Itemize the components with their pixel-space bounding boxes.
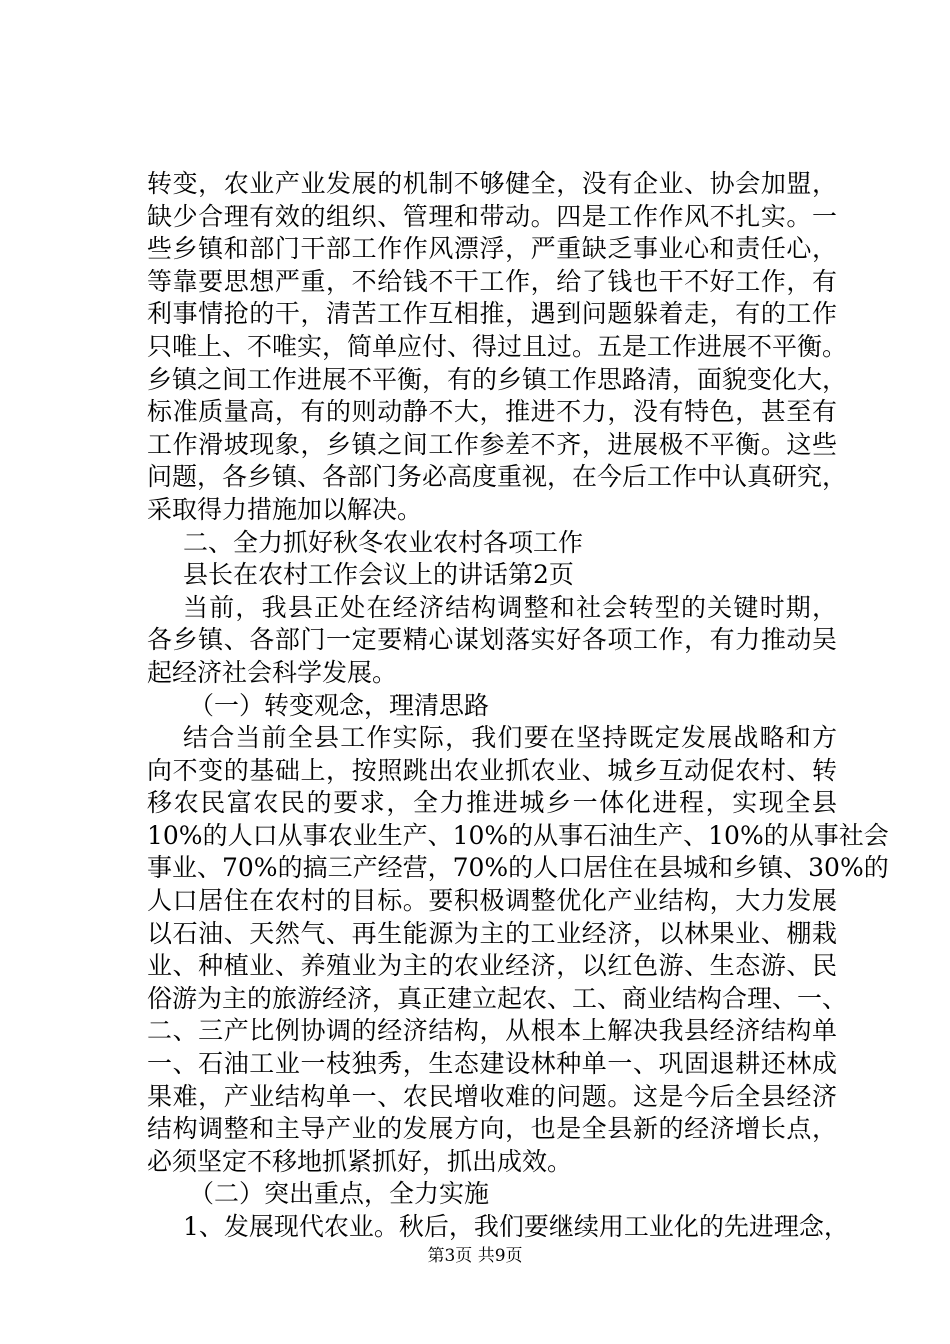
page-title-line: 县长在农村工作会议上的讲话第2页 <box>183 560 574 590</box>
text-line: 利事情抢的干，清苦工作互相推，遇到问题躲着走，有的工作 <box>147 299 837 329</box>
text-line: 各乡镇、各部门一定要精心谋划落实好各项工作，有力推动吴 <box>147 625 837 655</box>
text-line: 只唯上、不唯实，简单应付、得过且过。五是工作进展不平衡。 <box>147 331 848 361</box>
document-body <box>147 168 889 1244</box>
text-line: 当前，我县正处在经济结构调整和社会转型的关键时期， <box>183 592 837 622</box>
text-line: 向不变的基础上，按照跳出农业抓农业、城乡互动促农村、转 <box>147 755 837 785</box>
text-line: 起经济社会科学发展。 <box>147 657 398 687</box>
text-line: 乡镇之间工作进展不平衡，有的乡镇工作思路清，面貌变化大， <box>147 364 848 394</box>
text-line: 10%的人口从事农业生产、10%的从事石油生产、10%的从事社会 <box>147 820 889 850</box>
text-line: 人口居住在农村的目标。要积极调整优化产业结构，大力发展 <box>147 886 837 916</box>
text-line: 缺少合理有效的组织、管理和带动。四是工作作风不扎实。一 <box>147 201 837 231</box>
text-line: 结合当前全县工作实际，我们要在坚持既定发展战略和方 <box>183 723 837 753</box>
subsection-heading: （二）突出重点，全力实施 <box>189 1179 490 1209</box>
section-heading: 二、全力抓好秋冬农业农村各项工作 <box>183 527 584 557</box>
text-line: 事业、70%的搞三产经营，70%的人口居住在县城和乡镇、30%的 <box>147 853 889 883</box>
page-number: 第3页 共9页 <box>427 1246 523 1266</box>
text-line: 工作滑坡现象，乡镇之间工作参差不齐，进展极不平衡。这些 <box>147 429 837 459</box>
text-line: 结构调整和主导产业的发展方向，也是全县新的经济增长点， <box>147 1114 837 1144</box>
text-line: 二、三产比例协调的经济结构，从根本上解决我县经济结构单 <box>147 1016 837 1046</box>
text-line: 1、发展现代农业。秋后，我们要继续用工业化的先进理念， <box>183 1212 849 1241</box>
text-line: 业、种植业、养殖业为主的农业经济，以红色游、生态游、民 <box>147 951 837 981</box>
text-line: 一、石油工业一枝独秀，生态建设林种单一、巩固退耕还林成 <box>147 1049 837 1079</box>
text-line: 问题，各乡镇、各部门务必高度重视，在今后工作中认真研究， <box>147 462 848 492</box>
text-line: 移农民富农民的要求，全力推进城乡一体化进程，实现全县 <box>147 788 837 818</box>
text-line: 些乡镇和部门干部工作作风漂浮，严重缺乏事业心和责任心， <box>147 234 837 264</box>
text-line: 必须坚定不移地抓紧抓好，抓出成效。 <box>147 1146 573 1176</box>
text-line: 转变，农业产业发展的机制不够健全，没有企业、协会加盟， <box>147 169 837 198</box>
text-line: 以石油、天然气、再生能源为主的工业经济，以林果业、棚栽 <box>147 918 837 948</box>
page-footer <box>0 1246 950 1266</box>
text-line: 采取得力措施加以解决。 <box>147 494 423 524</box>
text-line: 标准质量高，有的则动静不大，推进不力，没有特色，甚至有 <box>147 397 837 427</box>
subsection-heading: （一）转变观念，理清思路 <box>189 690 490 720</box>
text-line: 果难，产业结构单一、农民增收难的问题。这是今后全县经济 <box>147 1081 837 1111</box>
text-line: 等靠要思想严重，不给钱不干工作，给了钱也干不好工作，有 <box>147 266 837 296</box>
text-line: 俗游为主的旅游经济，真正建立起农、工、商业结构合理、一、 <box>147 983 848 1013</box>
